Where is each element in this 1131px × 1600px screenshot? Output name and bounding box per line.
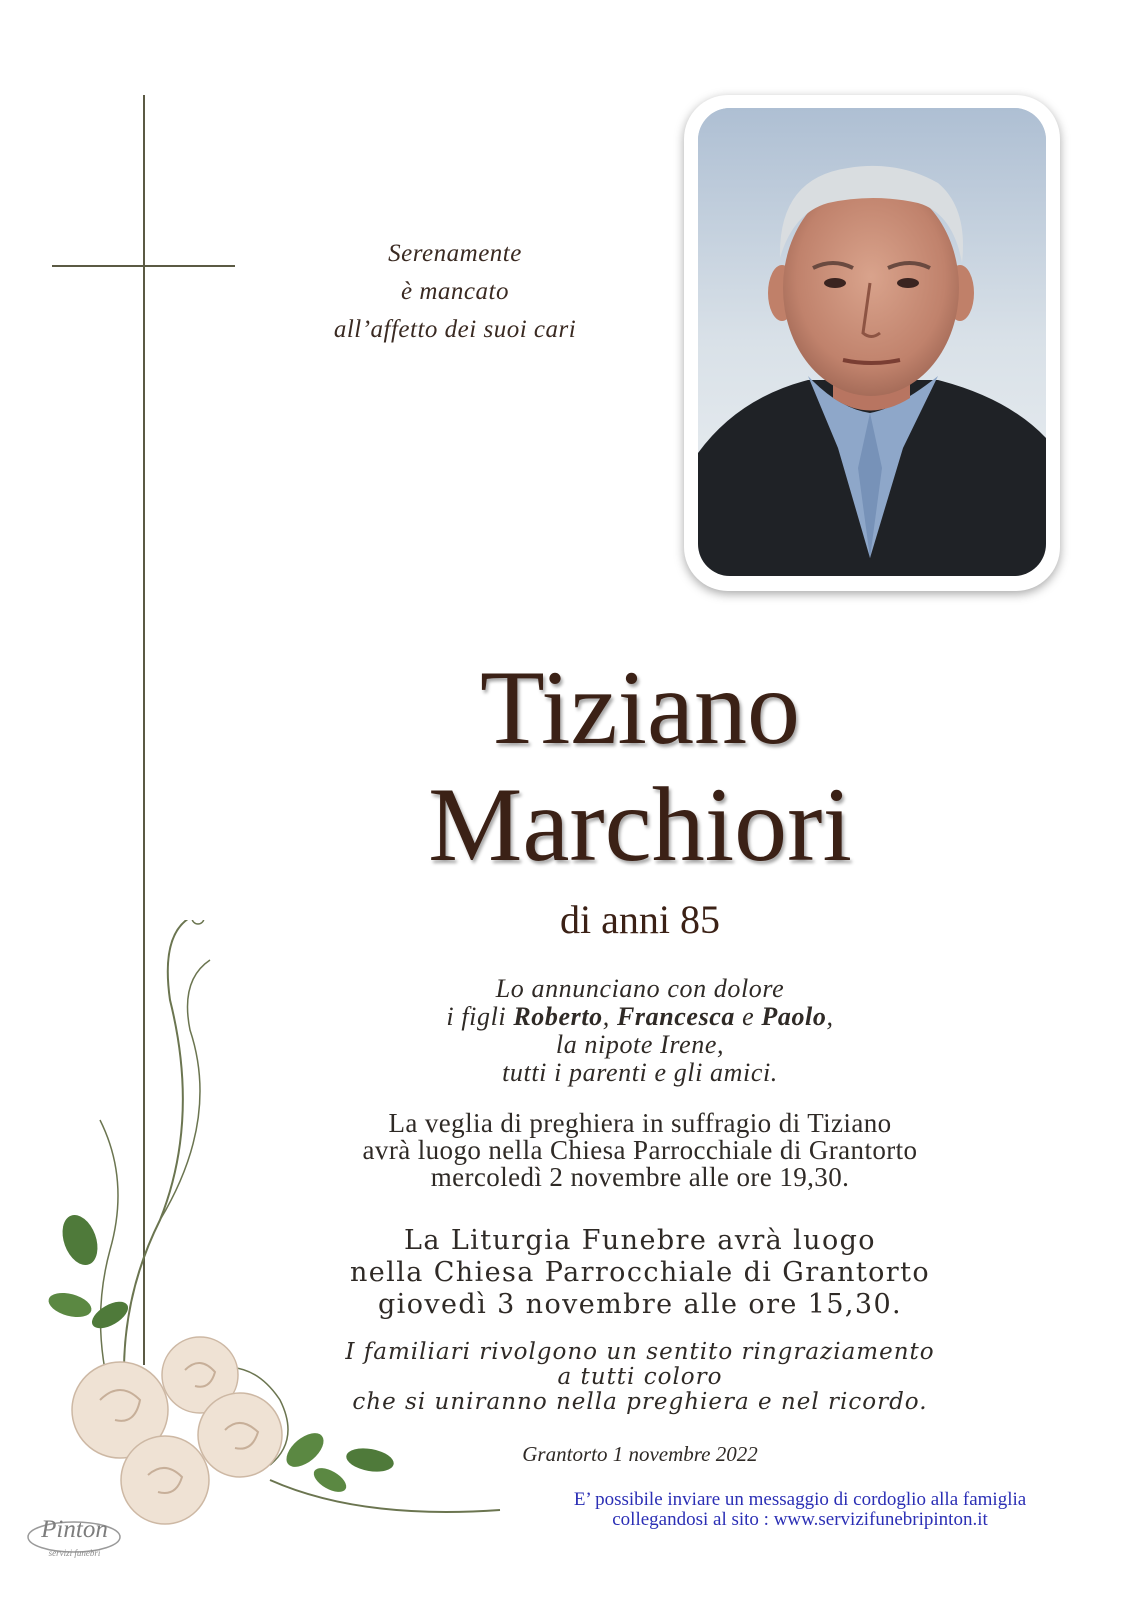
child-name: Francesca: [616, 1002, 736, 1031]
child-name: Roberto: [513, 1002, 603, 1031]
separator: ,: [826, 1002, 834, 1031]
portrait-illustration: [698, 108, 1046, 576]
separator: ,: [602, 1002, 617, 1031]
intro-line: è mancato: [401, 278, 509, 305]
condolence-link[interactable]: collegandosi al sito : www.servizifunebripinton.it: [612, 1509, 988, 1530]
vigil-line: La veglia di preghiera in suffragio di Tiziano: [388, 1108, 892, 1138]
pinton-logo: [22, 1510, 127, 1568]
separator: e: [735, 1002, 762, 1031]
condolence-message: [520, 1490, 1080, 1530]
floral-decoration: [40, 920, 520, 1560]
logo-subtitle: servizi funebri: [48, 1548, 101, 1558]
funeral-line: nella Chiesa Parrocchiale di Grantorto: [350, 1257, 930, 1288]
logo-name: Pinton: [41, 1516, 108, 1543]
child-name: Paolo: [761, 1002, 827, 1031]
vigil-line: mercoledì 2 novembre alle ore 19,30.: [430, 1162, 850, 1192]
portrait-photo: [698, 108, 1046, 576]
condolence-line: E’ possibile inviare un messaggio di cordoglio alla famiglia: [573, 1489, 1027, 1510]
deceased-first-name: Tiziano: [479, 649, 801, 766]
thanks-line: I familiari rivolgono un sentito ringraziamento: [345, 1339, 935, 1365]
vigil-line: avrà luogo nella Chiesa Parrocchiale di Grantorto: [362, 1135, 918, 1165]
intro-text: [290, 235, 620, 349]
deceased-age: di anni 85: [560, 897, 720, 942]
dateline: Grantorto 1 novembre 2022: [522, 1442, 758, 1466]
announcement-line: tutti i parenti e gli amici.: [502, 1058, 778, 1087]
children-prefix: i figli: [446, 1002, 514, 1031]
thanks-line: che si uniranno nella preghiera e nel ricordo.: [352, 1389, 928, 1415]
cross-horizontal: [52, 265, 235, 267]
funeral-line: La Liturgia Funebre avrà luogo: [404, 1225, 876, 1256]
intro-line: all’affetto dei suoi cari: [333, 316, 577, 343]
announcement-line: la nipote Irene,: [555, 1030, 725, 1059]
funeral-line: giovedì 3 novembre alle ore 15,30.: [377, 1289, 903, 1320]
deceased-last-name: Marchiori: [428, 766, 852, 883]
thanks-line: a tutti coloro: [557, 1364, 723, 1390]
portrait-frame: [684, 95, 1060, 591]
intro-line: Serenamente: [388, 240, 522, 267]
announcement-line: Lo annunciano con dolore: [495, 974, 785, 1003]
